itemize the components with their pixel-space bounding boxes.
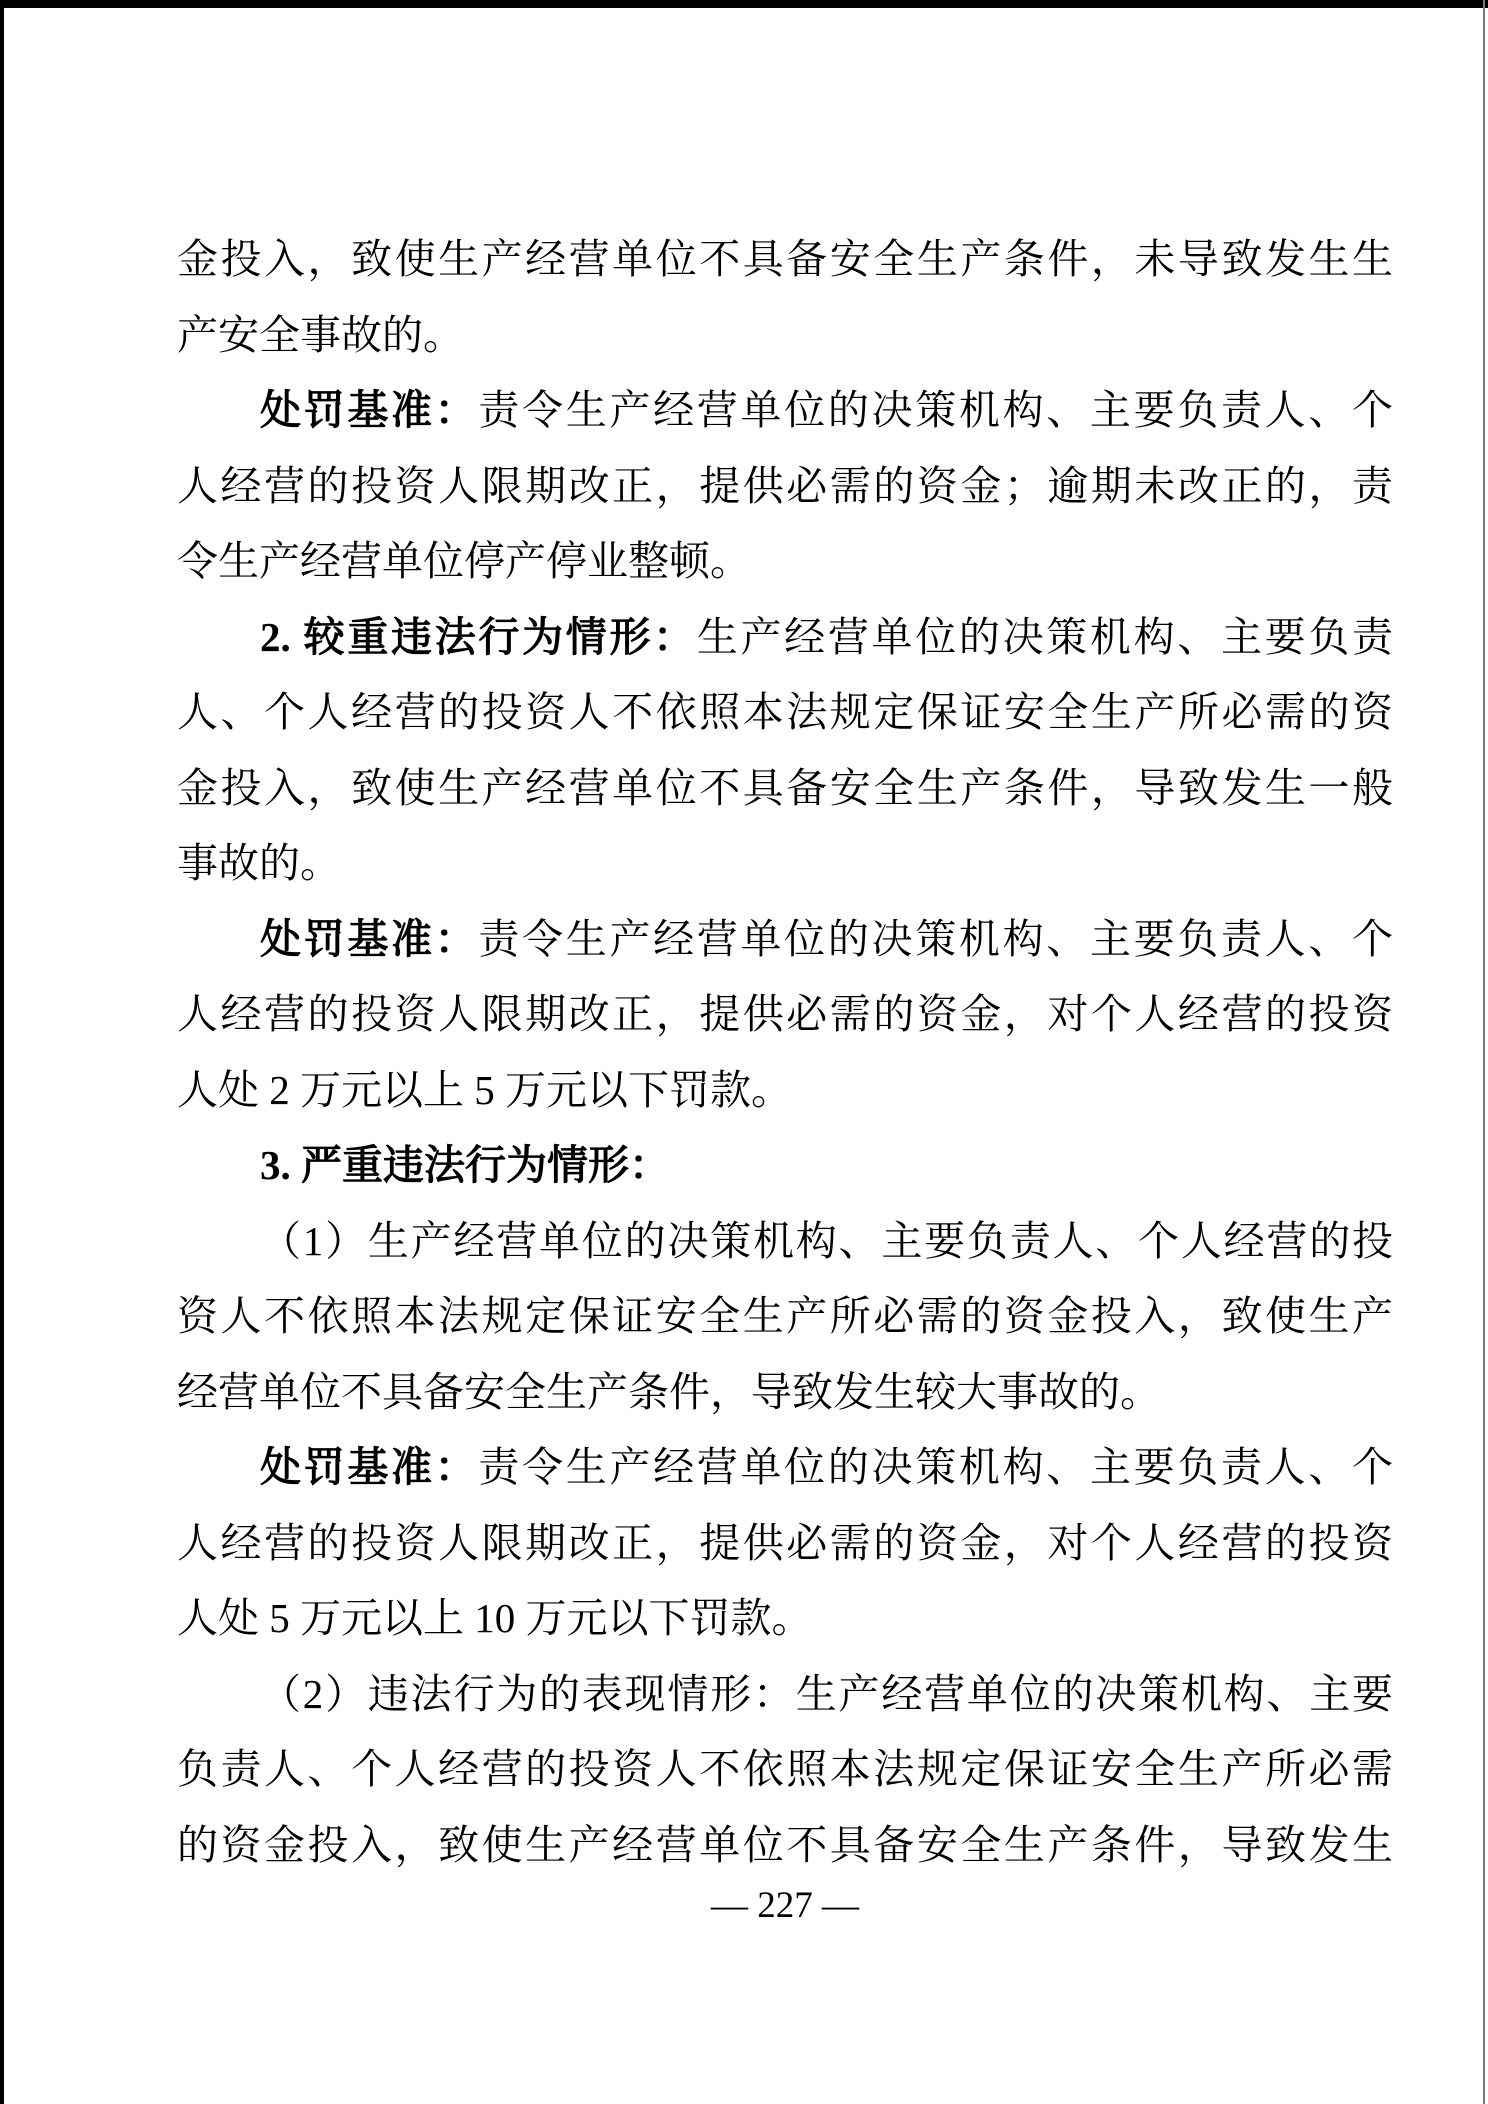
text-segment: 金投入，致使生产经营单位不具备安全生产条件，导致发生一般 [177,764,1393,811]
bold-heading-segment: 2. 较重违法行为情形： [260,613,697,660]
text-line [177,1732,1393,1808]
text-segment: 人、个人经营的投资人不依照本法规定保证安全生产所必需的资 [177,689,1393,735]
text-line [177,449,1393,525]
bold-heading-segment: 3. 严重违法行为情形： [260,1142,670,1188]
text-line [177,524,1393,600]
text-segment: （1）生产经营单位的决策机构、主要负责人、个人经营的投 [260,1217,1393,1264]
text-line [177,1581,1393,1657]
text-line [177,298,1393,374]
text-segment: 经营单位不具备安全生产条件，导致发生较大事故的。 [177,1368,1161,1415]
text-segment: 人经营的投资人限期改正，提供必需的资金；逾期未改正的，责 [177,462,1393,509]
text-line [177,222,1393,298]
text-line [177,826,1393,902]
text-segment: 人经营的投资人限期改正，提供必需的资金，对个人经营的投资 [177,991,1393,1037]
text-segment: 令生产经营单位停产停业整顿。 [177,538,751,584]
text-line [177,977,1393,1053]
text-segment: 人处 5 万元以上 10 万元以下罚款。 [177,1595,813,1641]
text-line [177,1053,1393,1129]
text-segment: 金投入，致使生产经营单位不具备安全生产条件，未导致发生生 [177,236,1393,282]
text-segment: 生产经营单位的决策机构、主要负责 [696,613,1394,660]
text-segment: （2）违法行为的表现情形：生产经营单位的决策机构、主要 [260,1670,1393,1717]
text-segment: 责令生产经营单位的决策机构、主要负责人、个 [478,387,1394,433]
text-segment: 负责人、个人经营的投资人不依照本法规定保证安全生产所必需 [177,1746,1393,1792]
text-line [177,902,1393,978]
text-line [177,600,1393,676]
text-segment: 责令生产经营单位的决策机构、主要负责人、个 [478,1444,1394,1490]
document-text-block [177,222,1393,1883]
scan-edge-top [0,0,1488,8]
text-line [177,675,1393,751]
bold-heading-segment: 处罚基准： [260,1444,479,1490]
text-line [177,1355,1393,1431]
bold-heading-segment: 处罚基准： [260,387,479,433]
text-line [177,1657,1393,1733]
text-line [177,1808,1393,1884]
text-segment: 人处 2 万元以上 5 万元以下罚款。 [177,1066,792,1113]
text-segment: 产安全事故的。 [177,311,464,358]
scan-edge-right [1483,0,1485,2104]
text-segment: 事故的。 [177,840,341,886]
text-line [177,1430,1393,1506]
text-line [177,1506,1393,1582]
scan-edge-left [0,0,4,2104]
text-line [177,751,1393,827]
text-line [177,1128,1393,1204]
text-line [177,1279,1393,1355]
text-segment: 的资金投入，致使生产经营单位不具备安全生产条件，导致发生 [177,1821,1393,1868]
bold-heading-segment: 处罚基准： [260,915,479,962]
page-number: — 227 — [711,1885,859,1926]
text-segment: 责令生产经营单位的决策机构、主要负责人、个 [478,915,1394,962]
text-segment: 人经营的投资人限期改正，提供必需的资金，对个人经营的投资 [177,1519,1393,1566]
text-line [177,373,1393,449]
text-segment: 资人不依照本法规定保证安全生产所必需的资金投入，致使生产 [177,1293,1393,1339]
text-line [177,1204,1393,1280]
